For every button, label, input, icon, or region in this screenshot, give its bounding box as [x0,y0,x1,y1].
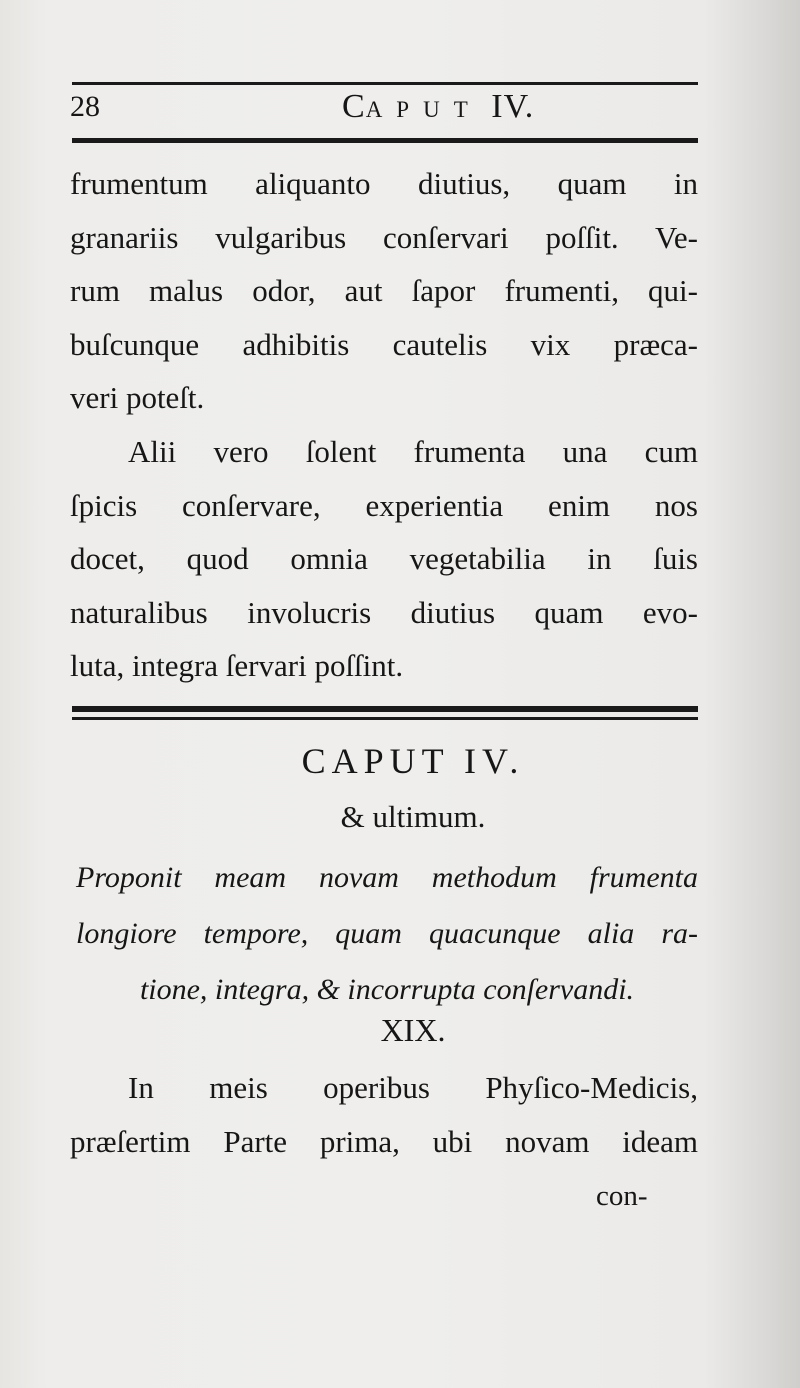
header-bottom-rule [72,138,698,143]
chapter-rule-thick [72,706,698,712]
paragraph-in-meis [70,1061,698,1168]
text-line: naturalibus involucris diutius quam evo- [70,594,698,630]
text-line: buſcunque adhibitis cautelis vix præca- [70,326,698,362]
text-line: frumentum aliquanto diutius, quam in [70,166,698,201]
chapter-rule-thin [72,717,698,720]
running-head-initial: C [342,88,366,125]
catchword: con- [596,1180,648,1212]
running-header [70,88,698,134]
section-number: XIX. [380,1012,446,1048]
text-line: granariis vulgaribus conſervari poſſit. Ve- [70,219,698,255]
running-head-word: APUT [365,97,482,122]
text-line: rum malus odor, aut ſapor frumenti, qui- [70,273,698,308]
summary-line: Proponit meam novam methodum frumenta [76,861,698,894]
text-line: Alii vero ſolent frumenta una cum [128,434,698,469]
paragraph-alii [70,425,698,693]
chapter-title: CAPUT IV. [301,741,525,781]
text-line: veri poteſt. [70,380,205,415]
running-head-numeral: IV. [491,88,535,125]
page-number: 28 [70,90,100,123]
summary-line: tione, integra, & incorrupta conſervandi. [139,973,635,1006]
chapter-summary [76,850,698,1018]
text-line: ſpicis conſervare, experientia enim nos [70,487,698,523]
text-line: In meis operibus Phyſico-Medicis, [128,1070,698,1105]
text-line: præſertim Parte prima, ubi novam ideam [70,1123,698,1159]
text-line: docet, quod omnia vegetabilia in ſuis [70,541,698,576]
chapter-subtitle: & ultimum. [340,799,486,834]
running-head [342,88,534,126]
summary-line: longiore tempore, quam quacunque alia ra- [76,917,698,950]
text-line: luta, integra ſervari poſſint. [70,648,404,683]
header-top-rule [72,82,698,85]
paragraph-continued [70,157,698,425]
